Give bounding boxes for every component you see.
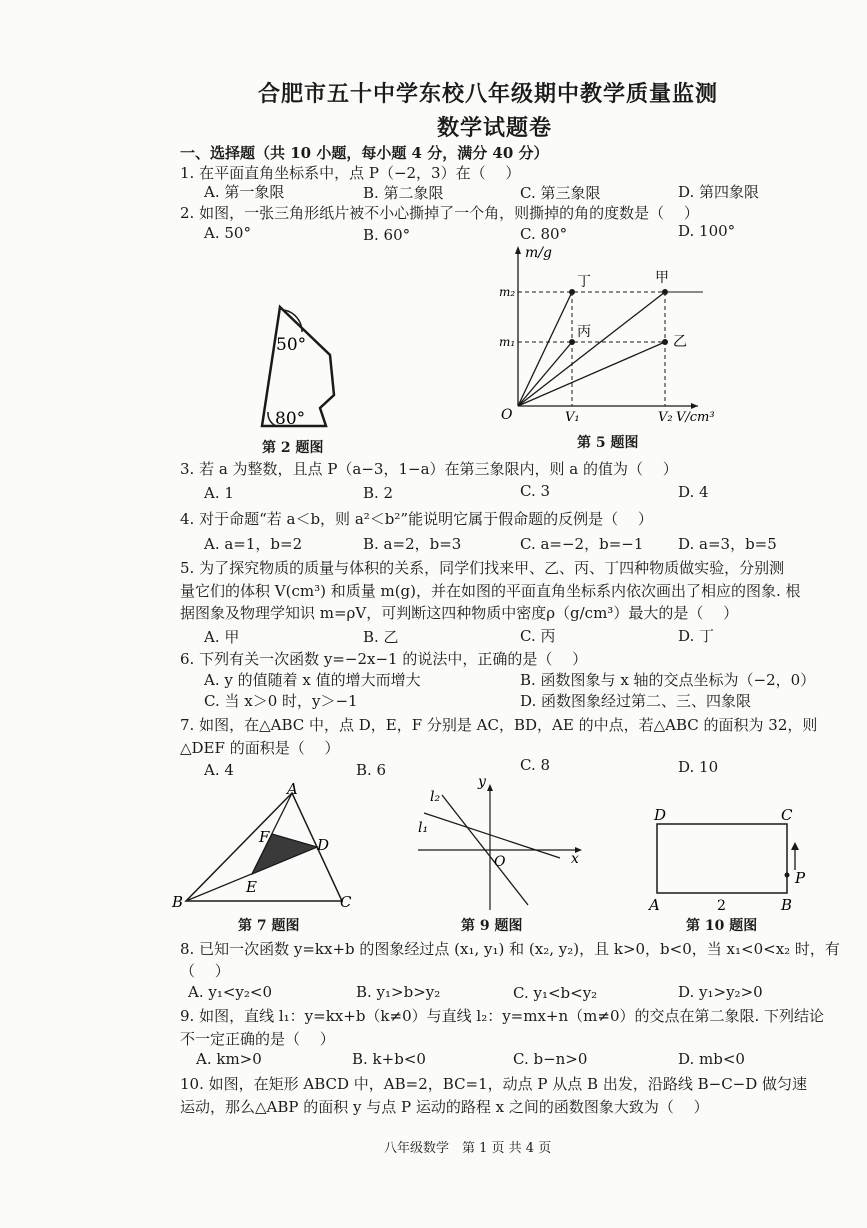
fig9-label-l1: l₁ bbox=[418, 820, 429, 836]
q2-option-b: B. 60° bbox=[363, 226, 411, 244]
fig10-label-b: B bbox=[781, 896, 793, 914]
fig5-v2: V₂ bbox=[658, 410, 673, 425]
q4-option-a: A. a=1，b=2 bbox=[204, 535, 303, 553]
q8-line-2: （ ） bbox=[180, 962, 230, 980]
fig7-label-c: C bbox=[340, 893, 352, 911]
q7-line-2: △DEF 的面积是（ ） bbox=[180, 739, 340, 757]
q7-option-a: A. 4 bbox=[204, 761, 234, 779]
fig10-caption: 第 10 题图 bbox=[686, 918, 758, 934]
q4-option-d: D. a=3，b=5 bbox=[678, 535, 777, 553]
figure-9-two-lines bbox=[410, 770, 595, 915]
q5-line-2: 量它们的体积 V(cm³) 和质量 m(g)，并在如图的平面直角坐标系内依次画出了相应的图象. 根 bbox=[180, 582, 801, 600]
fig9-label-o: O bbox=[494, 854, 506, 870]
fig5-label-yi: 乙 bbox=[673, 334, 687, 350]
q2-stem: 2. 如图，一张三角形纸片被不小心撕掉了一个角，则撕掉的角的度数是（ ） bbox=[180, 204, 699, 222]
q3-option-d: D. 4 bbox=[678, 483, 709, 501]
q5-line-3: 据图象及物理学知识 m=ρV，可判断这四种物质中密度ρ（g/cm³）最大的是（ ） bbox=[180, 604, 739, 622]
q9-line-1: 9. 如图，直线 l₁：y=kx+b（k≠0）与直线 l₂：y=mx+n（m≠0）的交点在第二象限. 下列结论 bbox=[180, 1007, 825, 1025]
q2-option-c: C. 80° bbox=[520, 225, 568, 243]
fig10-label-ab: 2 bbox=[717, 898, 726, 914]
fig5-label-bing: 丙 bbox=[577, 324, 591, 340]
fig9-label-l2: l₂ bbox=[430, 789, 441, 805]
fig7-label-f: F bbox=[259, 828, 270, 846]
fig5-y-label: m/g bbox=[525, 245, 552, 261]
q1-stem: 1. 在平面直角坐标系中，点 P（−2，3）在（ ） bbox=[180, 164, 521, 182]
exam-title: 合肥市五十中学东校八年级期中教学质量监测 bbox=[258, 82, 719, 107]
figure-5-mass-volume-graph bbox=[493, 238, 733, 430]
fig5-caption: 第 5 题图 bbox=[577, 435, 639, 451]
q10-line-1: 10. 如图，在矩形 ABCD 中，AB=2，BC=1，动点 P 从点 B 出发，沿路线 B−C−D 做匀速 bbox=[180, 1075, 808, 1093]
q7-option-c: C. 8 bbox=[520, 756, 551, 774]
fig10-label-c: C bbox=[781, 806, 793, 824]
q8-option-c: C. y₁<b<y₂ bbox=[513, 984, 598, 1002]
fig2-caption: 第 2 题图 bbox=[262, 440, 324, 456]
fig9-caption: 第 9 题图 bbox=[461, 918, 523, 934]
q3-option-c: C. 3 bbox=[520, 482, 551, 500]
figure-10-rectangle bbox=[645, 800, 825, 915]
q7-option-d: D. 10 bbox=[678, 758, 719, 776]
fig7-label-e: E bbox=[246, 878, 257, 896]
fig5-m2: m₂ bbox=[499, 285, 516, 299]
q4-option-c: C. a=−2，b=−1 bbox=[520, 535, 644, 553]
q9-line-2: 不一定正确的是（ ） bbox=[180, 1030, 335, 1048]
q6-option-c: C. 当 x＞0 时，y＞−1 bbox=[204, 692, 358, 710]
fig10-label-d: D bbox=[654, 806, 667, 824]
q3-option-b: B. 2 bbox=[363, 484, 394, 502]
q9-option-d: D. mb<0 bbox=[678, 1050, 745, 1068]
fig2-angle-bottom: 80° bbox=[275, 409, 306, 429]
fig9-label-x: x bbox=[571, 851, 579, 867]
section-heading: 一、选择题（共 10 小题，每小题 4 分，满分 40 分） bbox=[180, 144, 549, 162]
fig5-label-jia: 甲 bbox=[655, 270, 669, 286]
q6-option-a: A. y 的值随着 x 值的增大而增大 bbox=[204, 671, 421, 689]
q9-option-b: B. k+b<0 bbox=[352, 1050, 426, 1068]
fig9-label-y: y bbox=[478, 774, 486, 790]
q5-option-d: D. 丁 bbox=[678, 627, 715, 645]
q3-option-a: A. 1 bbox=[204, 484, 234, 502]
fig10-label-a: A bbox=[649, 896, 660, 914]
q6-option-d: D. 函数图象经过第二、三、四象限 bbox=[520, 692, 752, 710]
fig7-label-a: A bbox=[287, 780, 298, 798]
q9-option-a: A. km>0 bbox=[196, 1050, 262, 1068]
q2-option-a: A. 50° bbox=[204, 224, 251, 242]
q4-option-b: B. a=2，b=3 bbox=[363, 535, 462, 553]
fig5-m1: m₁ bbox=[499, 335, 516, 349]
q3-stem: 3. 若 a 为整数，且点 P（a−3，1−a）在第三象限内，则 a 的值为（ ） bbox=[180, 460, 678, 478]
q5-option-a: A. 甲 bbox=[204, 628, 240, 646]
figure-7-triangle bbox=[170, 780, 360, 915]
q1-option-d: D. 第四象限 bbox=[678, 183, 760, 201]
fig7-label-b: B bbox=[172, 893, 184, 911]
q5-line-1: 5. 为了探究物质的质量与体积的关系，同学们找来甲、乙、丙、丁四种物质做实验，分别测 bbox=[180, 559, 785, 577]
q9-option-c: C. b−n>0 bbox=[513, 1050, 588, 1068]
q6-stem: 6. 下列有关一次函数 y=−2x−1 的说法中，正确的是（ ） bbox=[180, 650, 588, 668]
q1-option-a: A. 第一象限 bbox=[204, 183, 285, 201]
fig5-label-ding: 丁 bbox=[577, 274, 591, 290]
q2-option-d: D. 100° bbox=[678, 222, 736, 240]
q8-line-1: 8. 已知一次函数 y=kx+b 的图象经过点 (x₁, y₁) 和 (x₂, y₂)，且 k>0，b<0，当 x₁<0<x₂ 时，有 bbox=[180, 940, 840, 958]
fig2-angle-top: 50° bbox=[276, 335, 307, 355]
fig7-caption: 第 7 题图 bbox=[238, 918, 300, 934]
q1-option-b: B. 第二象限 bbox=[363, 184, 444, 202]
q8-option-d: D. y₁>y₂>0 bbox=[678, 983, 763, 1001]
q6-option-b: B. 函数图象与 x 轴的交点坐标为（−2，0） bbox=[520, 671, 816, 689]
q8-option-b: B. y₁>b>y₂ bbox=[356, 983, 441, 1001]
q10-line-2: 运动，那么△ABP 的面积 y 与点 P 运动的路程 x 之间的函数图象大致为（ ） bbox=[180, 1098, 709, 1116]
fig5-v1: V₁ bbox=[565, 410, 580, 425]
figure-2-torn-triangle bbox=[250, 300, 350, 435]
fig5-x-label: V/cm³ bbox=[676, 410, 715, 425]
page-footer: 八年级数学 第 1 页 共 4 页 bbox=[384, 1141, 552, 1156]
exam-subtitle: 数学试题卷 bbox=[437, 116, 553, 141]
q5-option-b: B. 乙 bbox=[363, 628, 399, 646]
fig5-origin: O bbox=[501, 407, 513, 423]
q4-stem: 4. 对于命题“若 a＜b，则 a²＜b²”能说明它属于假命题的反例是（ ） bbox=[180, 510, 653, 528]
q7-line-1: 7. 如图，在△ABC 中，点 D，E，F 分别是 AC，BD，AE 的中点，若△ABC 的面积为 32，则 bbox=[180, 716, 818, 734]
q7-option-b: B. 6 bbox=[356, 761, 387, 779]
q1-option-c: C. 第三象限 bbox=[520, 184, 601, 202]
q5-option-c: C. 丙 bbox=[520, 627, 556, 645]
q8-option-a: A. y₁<y₂<0 bbox=[188, 983, 273, 1001]
fig7-label-d: D bbox=[317, 836, 330, 854]
fig10-label-p: P bbox=[795, 869, 806, 887]
